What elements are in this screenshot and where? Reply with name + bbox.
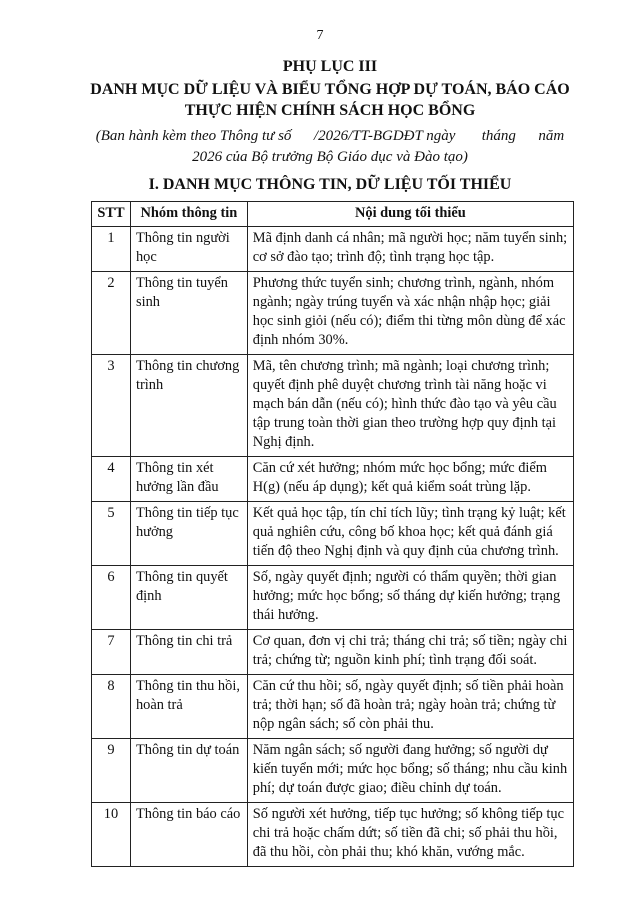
table-header-row bbox=[92, 202, 574, 227]
row-content: Số, ngày quyết định; người có thẩm quyền; thời gian hưởng; mức học bổng; số tháng dự kiến hưởng; trạng thái hưởng. bbox=[247, 566, 573, 630]
row-group: Thông tin tuyển sinh bbox=[130, 272, 247, 355]
page-number: 7 bbox=[316, 28, 324, 43]
row-content: Căn cứ xét hưởng; nhóm mức học bổng; mức điểm H(g) (nếu áp dụng); kết quả kiểm soát trùng lặp. bbox=[247, 457, 573, 502]
header-stt: STT bbox=[92, 202, 131, 227]
header-content: Nội dung tối thiểu bbox=[247, 202, 573, 227]
row-group: Thông tin quyết định bbox=[130, 566, 247, 630]
row-stt: 10 bbox=[92, 803, 131, 867]
row-stt: 2 bbox=[92, 272, 131, 355]
appendix-heading: PHỤ LỤC III bbox=[282, 58, 378, 75]
section-title: I. DANH MỤC THÔNG TIN, DỮ LIỆU TỐI THIỂU bbox=[148, 176, 512, 193]
table-row bbox=[92, 675, 574, 739]
table-row bbox=[92, 566, 574, 630]
document-title bbox=[86, 79, 574, 121]
table-row bbox=[92, 630, 574, 675]
row-group: Thông tin tiếp tục hưởng bbox=[130, 502, 247, 566]
row-content: Kết quả học tập, tín chỉ tích lũy; tình trạng kỷ luật; kết quả nghiên cứu, công bố khoa học; kết quả đánh giá tiến độ theo Nghị định và quy định của chương trình. bbox=[247, 502, 573, 566]
subtitle-line-1: (Ban hành kèm theo Thông tư số /2026/TT-BGDĐT ngày tháng năm bbox=[95, 128, 565, 144]
subtitle-line-2: 2026 của Bộ trưởng Bộ Giáo dục và Đào tạo) bbox=[192, 149, 468, 165]
title-line-1: DANH MỤC DỮ LIỆU VÀ BIỂU TỔNG HỢP DỰ TOÁN, BÁO CÁO bbox=[90, 81, 570, 98]
row-group: Thông tin chi trả bbox=[130, 630, 247, 675]
table-row bbox=[92, 457, 574, 502]
title-line-2: THỰC HIỆN CHÍNH SÁCH HỌC BỔNG bbox=[184, 102, 476, 119]
row-content: Năm ngân sách; số người đang hưởng; số người dự kiến tuyển mới; mức học bổng; số tháng; nhu cầu kinh phí; dự toán được giao; điều chỉnh dự toán. bbox=[247, 739, 573, 803]
row-stt: 7 bbox=[92, 630, 131, 675]
row-stt: 6 bbox=[92, 566, 131, 630]
row-stt: 8 bbox=[92, 675, 131, 739]
header-group: Nhóm thông tin bbox=[130, 202, 247, 227]
row-stt: 3 bbox=[92, 355, 131, 457]
table-row bbox=[92, 502, 574, 566]
row-group: Thông tin chương trình bbox=[130, 355, 247, 457]
row-group: Thông tin người học bbox=[130, 227, 247, 272]
table-row bbox=[92, 739, 574, 803]
table-row bbox=[92, 272, 574, 355]
row-group: Thông tin dự toán bbox=[130, 739, 247, 803]
row-content: Phương thức tuyển sinh; chương trình, ngành, nhóm ngành; ngày trúng tuyển và xác nhận nhập học; giải học sinh giỏi (nếu có); điểm thi từng môn dùng để xác định nhóm 30%. bbox=[247, 272, 573, 355]
row-stt: 1 bbox=[92, 227, 131, 272]
row-stt: 4 bbox=[92, 457, 131, 502]
row-content: Số người xét hưởng, tiếp tục hưởng; số không tiếp tục chi trả hoặc chấm dứt; số tiền đã chi; số phải thu hồi, đã thu hồi, còn phải thu; khó khăn, vướng mắc. bbox=[247, 803, 573, 867]
row-group: Thông tin báo cáo bbox=[130, 803, 247, 867]
row-stt: 9 bbox=[92, 739, 131, 803]
row-content: Căn cứ thu hồi; số, ngày quyết định; số tiền phải hoàn trả; thời hạn; số đã hoàn trả; ngày hoàn trả; chứng từ nộp ngân sách; số còn phải thu. bbox=[247, 675, 573, 739]
table-row bbox=[92, 355, 574, 457]
document-subtitle bbox=[86, 126, 574, 168]
row-group: Thông tin thu hồi, hoàn trả bbox=[130, 675, 247, 739]
table-row bbox=[92, 803, 574, 867]
row-content: Cơ quan, đơn vị chi trả; tháng chi trả; số tiền; ngày chi trả; chứng từ; nguồn kinh phí; tình trạng đối soát. bbox=[247, 630, 573, 675]
information-table bbox=[91, 201, 574, 867]
row-group: Thông tin xét hưởng lần đầu bbox=[130, 457, 247, 502]
row-content: Mã, tên chương trình; mã ngành; loại chương trình; quyết định phê duyệt chương trình tài năng hoặc vi mạch bán dẫn (nếu có); hình thức đào tạo và yêu cầu tập trung toàn thời gian theo trường hợp quy định tại Nghị định. bbox=[247, 355, 573, 457]
table-row bbox=[92, 227, 574, 272]
row-content: Mã định danh cá nhân; mã người học; năm tuyển sinh; cơ sở đào tạo; trình độ; tình trạng học tập. bbox=[247, 227, 573, 272]
row-stt: 5 bbox=[92, 502, 131, 566]
